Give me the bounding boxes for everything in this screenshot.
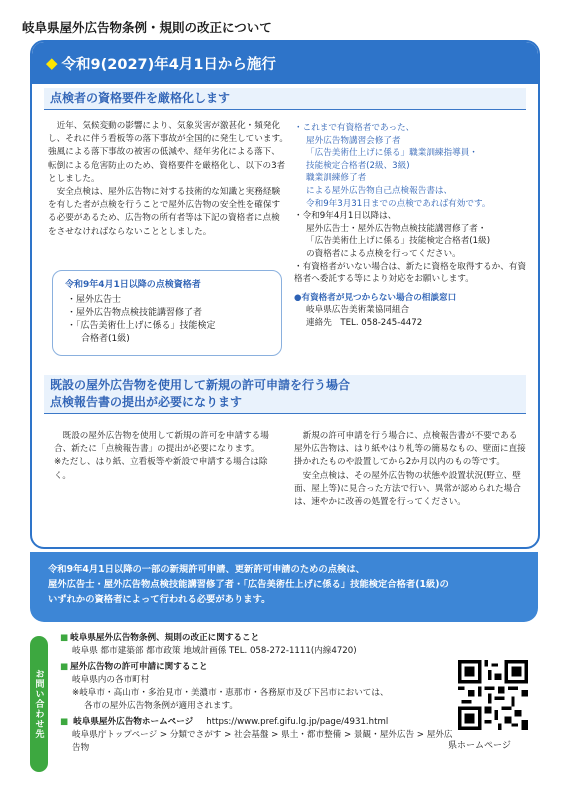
list-item: ・ 屋外広告物点検技能講習修了者 [67,307,281,320]
consultation-title: ●有資格者が見つからない場合の相談窓口 [294,292,457,303]
note1-line: 職業訓練修了者 [306,173,367,184]
section1-right-notes [294,122,530,330]
section2-right [294,430,526,509]
contact-item-note: ※岐阜市・高山市・多治見市・美濃市・恵那市・各務原市及び下呂市においては、 [72,688,389,698]
diamond-icon: ◆ [46,54,58,72]
contact-item-heading: ■ 岐阜県屋外広告物条例、規則の改正に関すること [60,632,460,645]
consultation-org: 岐阜県広告美術業協同組合 [306,305,410,316]
contact-item-heading: ■ 屋外広告物の許可申請に関すること [60,661,460,674]
contact-item-note: 各市の屋外広告物条例が適用されます。 [84,701,239,711]
section2-title-line2: 点検報告書の提出が必要になります [50,395,243,409]
banner-line: いずれかの資格者によって行われる必要があります。 [48,594,271,605]
note1-line: による屋外広告物自己点検報告書は、 [306,185,453,196]
homepage-nav-path: 岐阜県庁トップページ > 分類でさがす > 社会基盤 > 県土・都市整備 > 景観・屋外広告 > 屋外広告物 [72,730,453,753]
note3: ・有資格者がいない場合は、新たに資格を取得するか、有資格者へ委託する等により対応をお願いします。 [294,261,527,285]
list-item: ・ 屋外広告士 [67,294,281,307]
note1-line: 令和9年3月31日までの点検であれば有効です。 [306,198,491,209]
list-item-continuation: 合格者(1級) [81,334,130,344]
section2-title-line1: 既設の屋外広告物を使用して新規の許可申請を行う場合 [50,378,351,392]
inquiry-tab: お問い合わせ先 [30,636,48,772]
section1-intro [48,120,288,239]
contact-item [60,661,460,713]
effective-date-header [32,42,538,84]
contact-item-body: 岐阜県 都市建築部 都市政策 地域計画係 TEL. 058-272-1111(内線4720) [72,646,357,656]
section2-title [44,375,526,414]
contact-info [60,632,460,758]
consultation-tel: 連絡先 TEL. 058-245-4472 [306,317,423,328]
qualified-inspectors-list [53,294,281,346]
note1-line: 屋外広告物講習会修了者 [306,135,401,146]
homepage-url[interactable]: https://www.pref.gifu.lg.jp/page/4931.html [206,717,389,727]
note2-line: 「広告美術仕上げに係る」技能検定合格者(1級) [306,236,491,247]
document-title: 岐阜県屋外広告物条例・規則の改正について [22,20,272,35]
note1-lead: ・これまで有資格者であった、 [294,123,415,133]
banner-line: 令和9年4月1日以降の一部の新規許可申請、更新許可申請のための点検は、 [48,564,365,575]
contact-item-body: 岐阜県内の各市町村 [72,675,150,685]
list-item: ・ 「広告美術仕上げに係る」技能検定 [67,320,281,333]
qualified-inspectors-title: 令和9年4月1日以降の点検資格者 [65,280,201,290]
qr-label: 県ホームページ [448,741,511,751]
section1-para1: 近年、気候変動の影響により、気象災害が激甚化・頻発化し、それに伴う看板等の落下事故が全国的に発生しています。強風による落下事故の被害の低減や、経年劣化による落下、転倒による危害防止のため、資格要件を厳格化し、以下の3者としました。 [48,121,288,184]
qualified-inspectors-box [52,270,282,356]
contact-item-heading [60,716,460,729]
banner-line: 屋外広告士・屋外広告物点検技能講習修了者・「広告美術仕上げに係る」技能検定合格者(1級)の [48,579,449,590]
note2-lead: ・令和9年4月1日以降は、 [294,211,397,222]
contact-item [60,716,460,755]
note1-line: 「広告美術仕上げに係る」職業訓練指導員・ [306,148,478,159]
section2-left-note: ※ただし、はり紙、立看板等や新設で申請する場合は除く。 [54,457,268,481]
section1-title: 点検者の資格要件を厳格化します [44,88,526,110]
requirement-banner [30,552,538,622]
section2-right-para2: 安全点検は、その屋外広告物の状態や設置状況(野立、壁面、屋上等)に見合った方法で行い、異常が認められた場合は、速やかに改善の処置を行ってください。 [294,470,521,508]
note2-line: 屋外広告士・屋外広告物点検技能講習修了者・ [306,223,487,234]
effective-date-title: 令和9(2027)年4月1日から施行 [61,56,276,73]
section2-left [54,430,280,483]
section1-para2: 安全点検は、屋外広告物に対する技術的な知識と実務経験を有した者が点検を行うことで屋外広告物の安全性を確保する必要があるため、広告物の所有者等は下記の資格者に点検をさせなければならないこととしました。 [48,187,281,237]
section2-left-para: 既設の屋外広告物を使用して新規の許可を申請する場合、新たに「点検報告書」の提出が必要になります。 [54,431,269,455]
note1-line: 技能検定合格者(2級、3級) [306,160,410,171]
homepage-title: 岐阜県屋外広告物ホームページ [73,717,194,727]
qr-code-icon[interactable] [458,660,528,730]
contact-item [60,632,460,658]
main-notice-panel [30,40,540,549]
section2-right-para1: 新規の許可申請を行う場合に、点検報告書が不要である屋外広告物は、はり紙やはり札等の簡易なもの、壁面に直接掛かれたものや設置してから2か月以内のもの等です。 [294,431,526,468]
note2-line: の資格者による点検を行ってください。 [306,248,461,259]
